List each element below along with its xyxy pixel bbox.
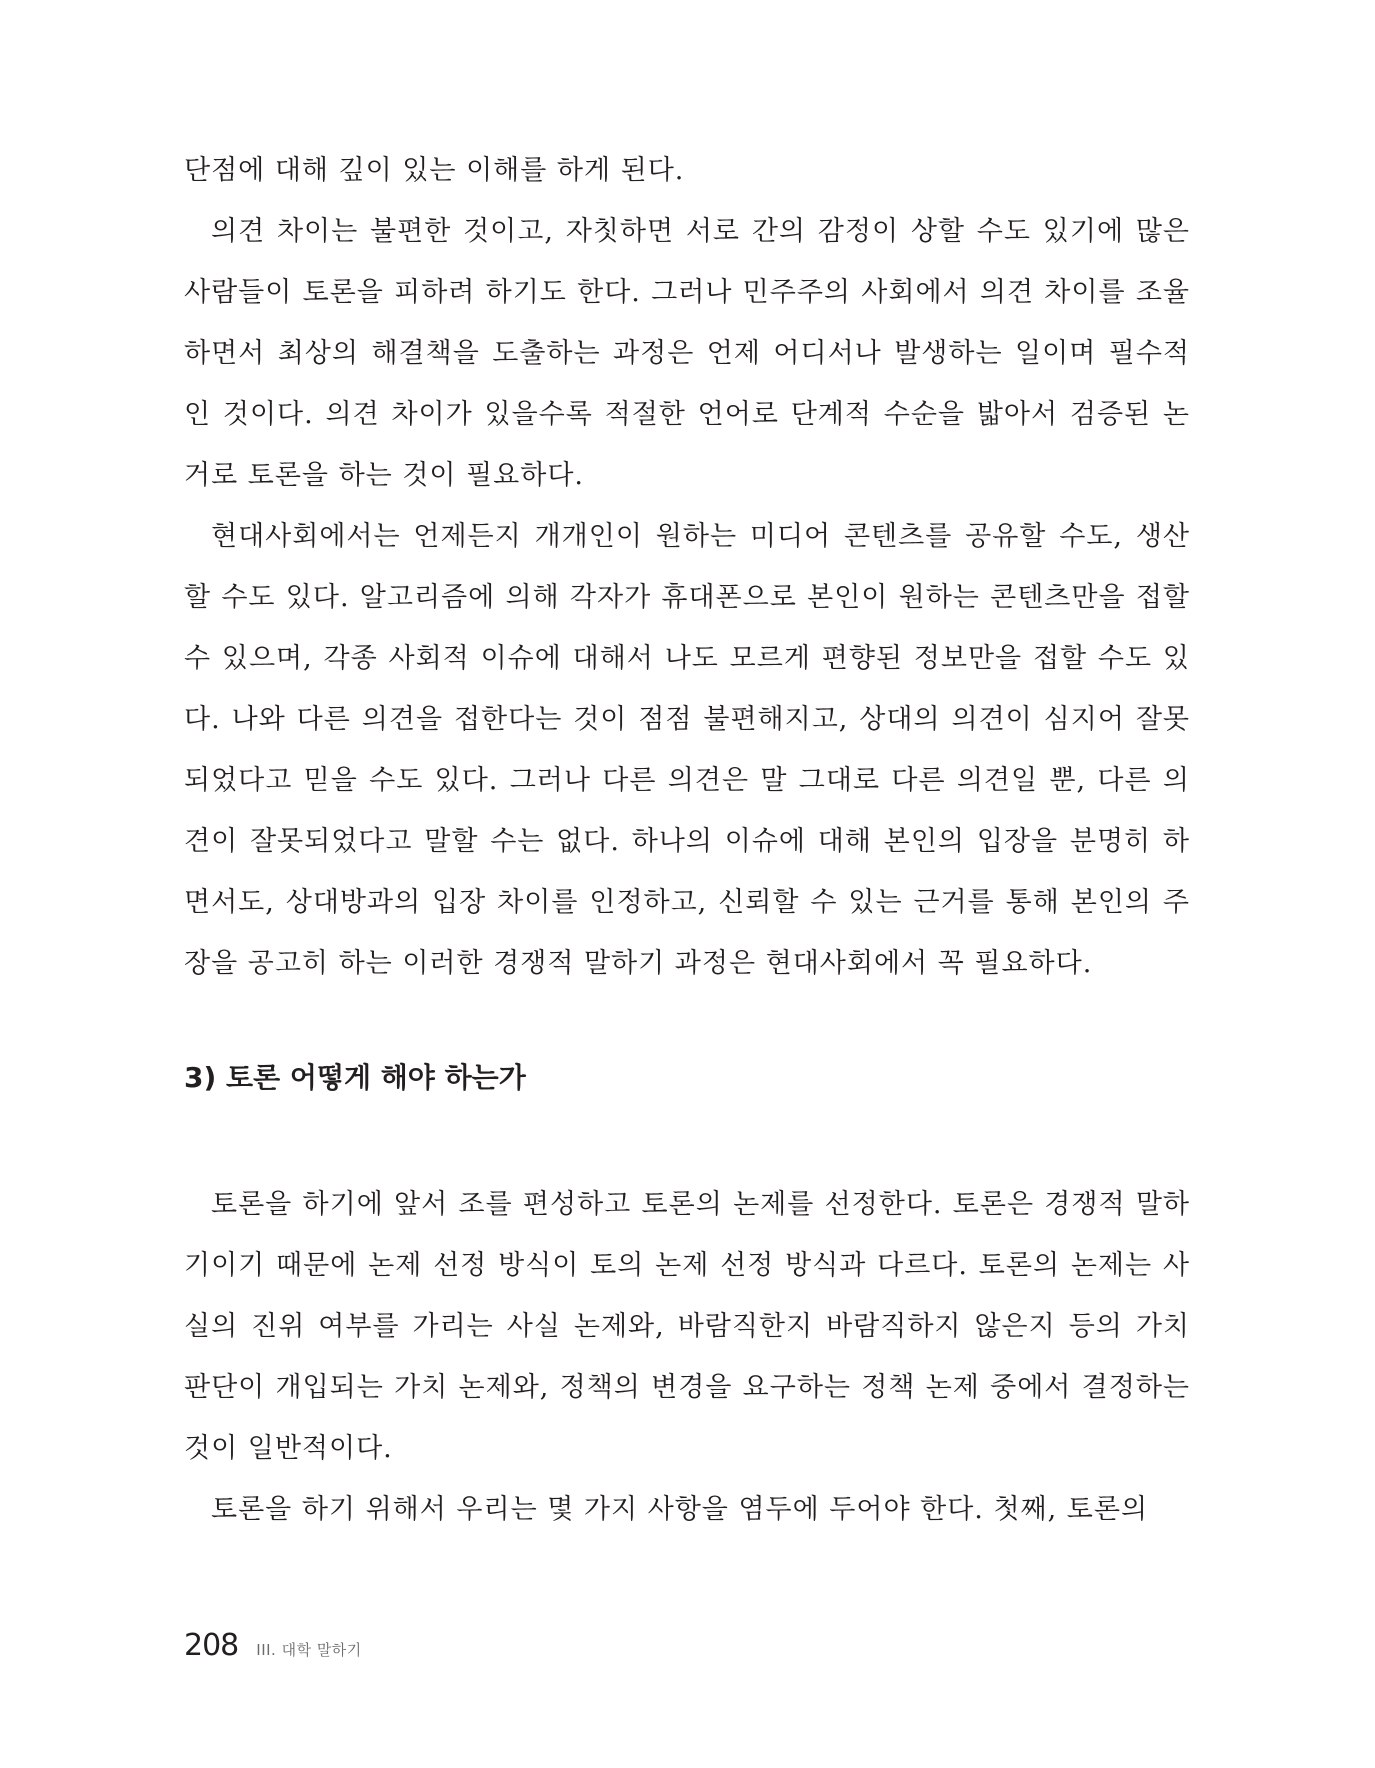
paragraph-debate-topics: 토론을 하기에 앞서 조를 편성하고 토론의 논제를 선정한다. 토론은 경쟁적 말하기이기 때문에 논제 선정 방식이 토의 논제 선정 방식과 다르다. 토론의 논제는 사실의 진위 여부를 가리는 사실 논제와, 바람직한지 바람직하지 않은지 등의 가치 판단이 개입되는 가치 논제와, 정책의 변경을 요구하는 정책 논제 중에서 결정하는 것이 일반적이다.	[184, 1189, 1190, 1464]
section-heading: 3) 토론 어떻게 해야 하는가	[184, 1061, 526, 1094]
page-footer	[184, 1628, 362, 1663]
paragraph-debate-considerations: 토론을 하기 위해서 우리는 몇 가지 사항을 염두에 두어야 한다. 첫째, 토론의	[211, 1494, 1149, 1525]
chapter-label: III. 대학 말하기	[256, 1641, 362, 1659]
paragraph-continuation: 단점에 대해 깊이 있는 이해를 하게 된다.	[184, 155, 685, 186]
paragraph-opinion-differences: 의견 차이는 불편한 것이고, 자칫하면 서로 간의 감정이 상할 수도 있기에 많은 사람들이 토론을 피하려 하기도 한다. 그러나 민주주의 사회에서 의견 차이를 조율하면서 최상의 해결책을 도출하는 과정은 언제 어디서나 발생하는 일이며 필수적인 것이다. 의견 차이가 있을수록 적절한 언어로 단계적 수순을 밟아서 검증된 논거로 토론을 하는 것이 필요하다.	[184, 216, 1190, 491]
paragraph-modern-society: 현대사회에서는 언제든지 개개인이 원하는 미디어 콘텐츠를 공유할 수도, 생산할 수도 있다. 알고리즘에 의해 각자가 휴대폰으로 본인이 원하는 콘텐츠만을 접할 수 있으며, 각종 사회적 이슈에 대해서 나도 모르게 편향된 정보만을 접할 수도 있다. 나와 다른 의견을 접한다는 것이 점점 불편해지고, 상대의 의견이 심지어 잘못되었다고 믿을 수도 있다. 그러나 다른 의견은 말 그대로 다른 의견일 뿐, 다른 의견이 잘못되었다고 말할 수는 없다. 하나의 이슈에 대해 본인의 입장을 분명히 하면서도, 상대방과의 입장 차이를 인정하고, 신뢰할 수 있는 근거를 통해 본인의 주장을 공고히 하는 이러한 경쟁적 말하기 과정은 현대사회에서 꼭 필요하다.	[184, 521, 1190, 979]
page-body	[184, 140, 1190, 1540]
page-number: 208	[184, 1628, 239, 1663]
